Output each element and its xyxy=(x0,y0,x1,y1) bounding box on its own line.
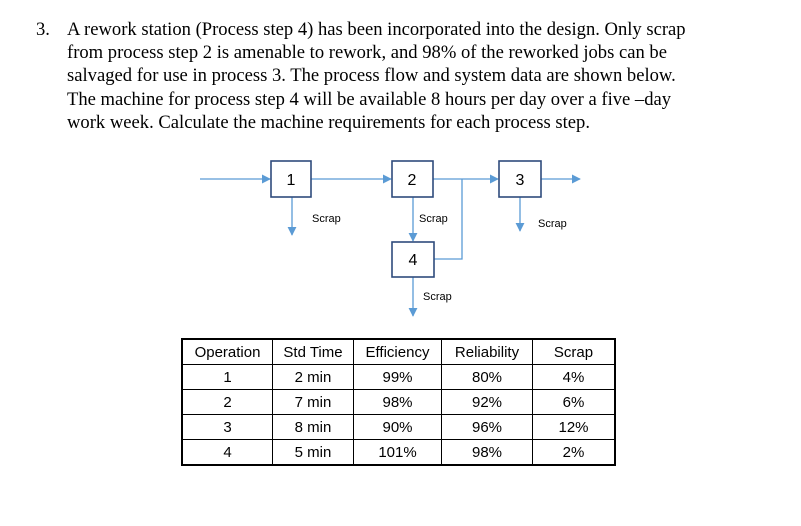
table-cell: 92% xyxy=(442,390,533,415)
table-cell: 12% xyxy=(533,415,616,440)
table-cell: 99% xyxy=(354,365,442,390)
table-cell: 98% xyxy=(442,440,533,466)
table-row xyxy=(182,390,615,415)
table-cell: 98% xyxy=(354,390,442,415)
column-header: Std Time xyxy=(273,339,354,365)
column-header: Reliability xyxy=(442,339,533,365)
step-label-4: 4 xyxy=(408,252,418,269)
table-header-row xyxy=(182,339,615,365)
table-cell: 7 min xyxy=(273,390,354,415)
table-cell: 6% xyxy=(533,390,616,415)
table-cell: 1 xyxy=(182,365,273,390)
table-cell: 5 min xyxy=(273,440,354,466)
problem-line: work week. Calculate the machine requirements for each process step. xyxy=(67,111,590,133)
table-cell: 2 xyxy=(182,390,273,415)
table-cell: 2 min xyxy=(273,365,354,390)
table-cell: 90% xyxy=(354,415,442,440)
column-header: Operation xyxy=(182,339,273,365)
table-cell: 2% xyxy=(533,440,616,466)
problem-line: A rework station (Process step 4) has been incorporated into the design. Only scrap xyxy=(67,19,686,40)
column-header: Scrap xyxy=(533,339,616,365)
scrap-label-2: Scrap xyxy=(419,213,448,225)
table-row xyxy=(182,415,615,440)
scrap-label-1: Scrap xyxy=(312,213,341,225)
column-header: Efficiency xyxy=(354,339,442,365)
step-label-3: 3 xyxy=(515,172,525,189)
system-data-table xyxy=(181,338,616,466)
problem-line: salvaged for use in process 3. The process flow and system data are shown below. xyxy=(67,65,676,87)
table-row xyxy=(182,365,615,390)
table-cell: 4 xyxy=(182,440,273,466)
table-cell: 8 min xyxy=(273,415,354,440)
problem-number: 3. xyxy=(36,19,50,40)
table-cell: 80% xyxy=(442,365,533,390)
table-cell: 101% xyxy=(354,440,442,466)
scrap-label-3: Scrap xyxy=(538,218,567,230)
table-cell: 3 xyxy=(182,415,273,440)
table-cell: 96% xyxy=(442,415,533,440)
problem-line: from process step 2 is amenable to rework, and 98% of the reworked jobs can be xyxy=(67,42,667,64)
problem-line: The machine for process step 4 will be available 8 hours per day over a five –day xyxy=(67,88,672,110)
table-row xyxy=(182,440,615,466)
step-label-1: 1 xyxy=(286,172,296,189)
scrap-label-4: Scrap xyxy=(423,291,452,303)
table-cell: 4% xyxy=(533,365,616,390)
step-label-2: 2 xyxy=(407,172,417,189)
